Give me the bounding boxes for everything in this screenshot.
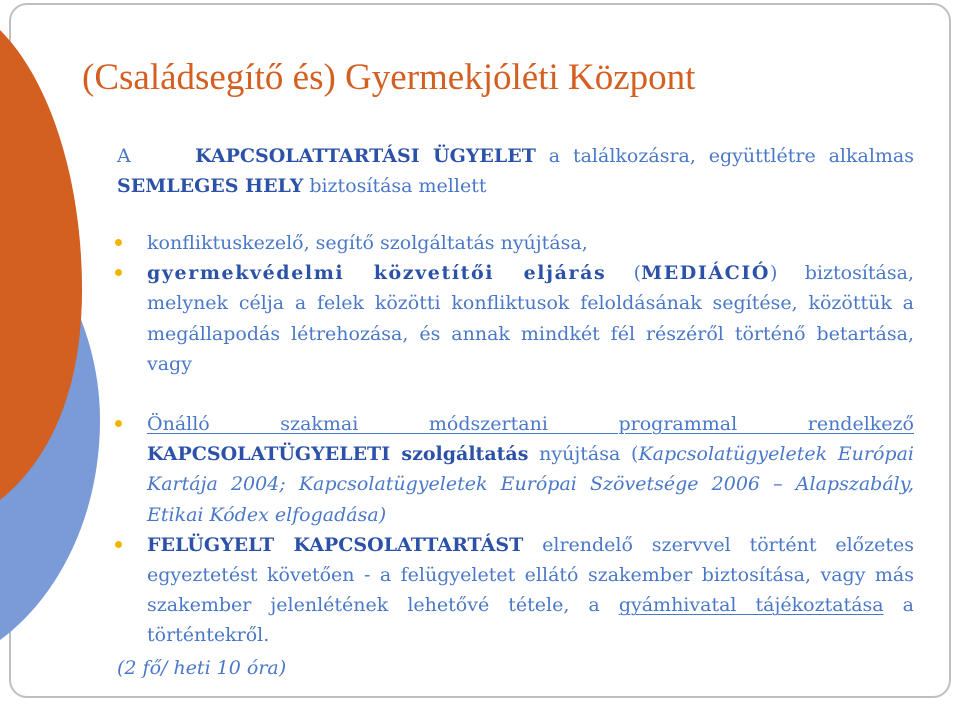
item-mediation-strong2: MEDIÁCIÓ: [641, 262, 771, 285]
bullet-icon: [115, 239, 122, 246]
list-item-contact-service: [113, 409, 914, 530]
intro-suffix: biztosítása mellett: [309, 175, 487, 197]
item-supervised-end: a történtekről.: [147, 594, 914, 647]
item-supervised-strong: FELÜGYELT KAPCSOLATTARTÁST: [147, 533, 524, 556]
intro-mid: a találkozásra, együttlétre alkalmas: [548, 145, 914, 167]
bullet-icon: [115, 541, 122, 548]
intro-paragraph: [117, 141, 914, 201]
item-contact-lead: Önálló szakmai módszertani programmal rendelkező: [147, 413, 914, 436]
item-contact-italic: Kapcsolatügyeletek Európai Kartája 2004; Kapcsolatügyeletek Európai Szövetsége 2006 – Alapszabály, Etikai Kódex elfogadása: [147, 443, 914, 526]
item-mediation-paren: (: [633, 262, 642, 285]
intro-prefix: A: [117, 145, 131, 167]
intro-strong-contact-duty: KAPCSOLATTARTÁSI ÜGYELET: [195, 145, 536, 167]
item-contact-close: ): [378, 503, 387, 526]
item-contact-strong: KAPCSOLATÜGYELETI szolgáltatás: [147, 443, 529, 466]
bullet-icon: [115, 420, 122, 427]
item-conflict-text: konfliktuskezelő, segítő szolgáltatás nyújtása,: [147, 232, 588, 254]
footnote-staffing: (2 fő/ heti 10 óra): [117, 657, 287, 679]
item-supervised-underlined: gyámhivatal tájékoztatása: [618, 594, 884, 617]
list-item-supervised-contact: [113, 530, 914, 651]
item-mediation-strong: gyermekvédelmi közvetítői eljárás: [147, 262, 607, 285]
item-contact-mid: nyújtása (: [539, 443, 639, 466]
item-supervised-rest: elrendelő szervvel történt előzetes egyeztetést követően - a felügyeletet ellátó szakember biztosítása, vagy más szakember jelenlétének lehetővé tétele, a: [147, 533, 915, 617]
item-mediation-rest: ) biztosítása, melynek célja a felek közötti konfliktusok feloldásának segítése, közöttük a megállapodás létrehozása, és annak mindkét fél részéről történő betartása, vagy: [147, 262, 914, 375]
intro-strong-neutral-place: SEMLEGES HELY: [117, 175, 304, 197]
service-list: [113, 228, 914, 651]
list-item-conflict: [113, 228, 914, 258]
page-title: (Családsegítő és) Gyermekjóléti Központ: [82, 57, 696, 98]
list-item-mediation: [113, 258, 914, 379]
bullet-icon: [115, 269, 122, 276]
